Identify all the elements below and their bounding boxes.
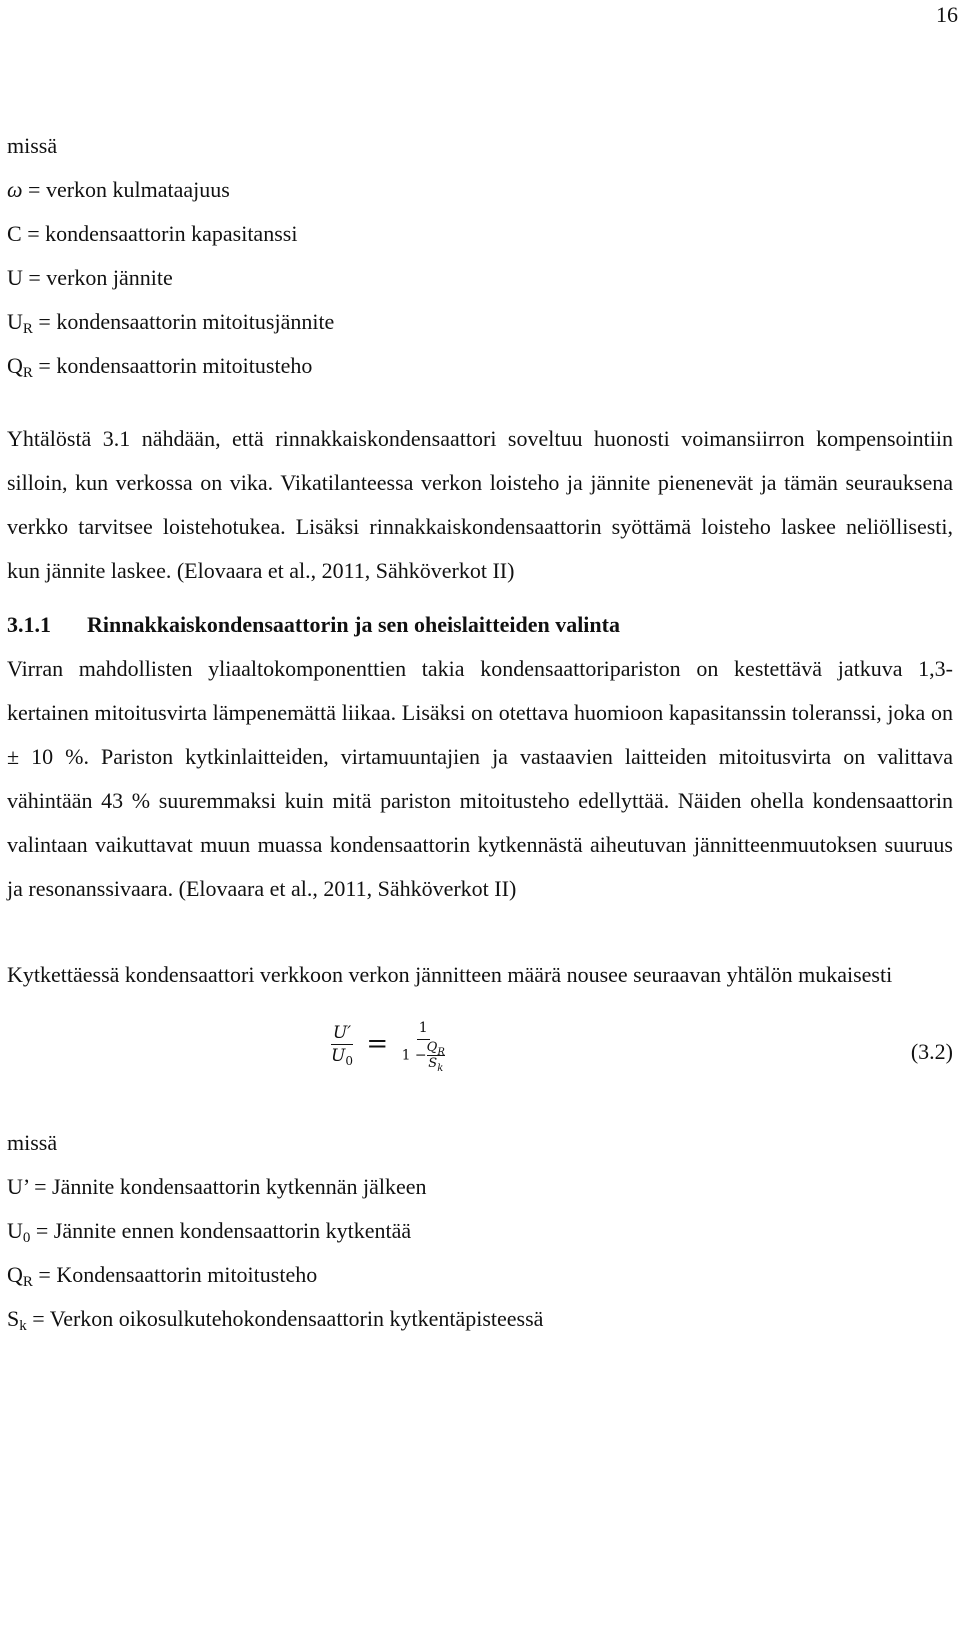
equals-sign: =	[366, 1029, 389, 1059]
definition-text: = Jännite ennen kondensaattorin kytkentää	[30, 1218, 412, 1243]
definition-text: = kondensaattorin kapasitanssi	[21, 221, 298, 246]
paragraph-1: Yhtälöstä 3.1 nähdään, että rinnakkaiskondensaattori soveltuu huonosti voimansiirron kompensointiin silloin, kun verkossa on vika. Vikatilanteessa verkon loisteho ja jännite pienenevät ja tämän seurauksena verkko tarvitsee loistehotukea. Lisäksi rinnakkaiskondensaattorin syöttämä loisteho laskee neliöllisesti, kun jännite laskee. (Elovaara et al., 2011, Sähköverkot II)	[7, 426, 953, 583]
definition-subscript: k	[19, 1318, 27, 1334]
inner-fraction: $\frac{Q_R}{S_k}$	[426, 1040, 445, 1074]
definition-symbol: U	[7, 1218, 23, 1243]
definition-symbol: S	[7, 1306, 20, 1331]
rhs-numerator: 1	[417, 1017, 430, 1040]
equation-3-2	[7, 1017, 953, 1101]
definition-symbol: ω	[7, 177, 23, 202]
definition-symbol: C	[7, 221, 22, 246]
equation-formula	[329, 1017, 447, 1074]
definition-text: = kondensaattorin mitoitusteho	[32, 353, 313, 378]
paragraph-3: Kytkettäessä kondensaattori verkkoon verkon jännitteen määrä nousee seuraavan yhtälön mukaisesti	[7, 962, 893, 987]
definition-subscript: R	[22, 1274, 33, 1290]
definitions-intro: missä	[7, 133, 58, 158]
definition-symbol: Q	[7, 353, 23, 378]
document-body	[7, 124, 953, 1341]
definition-text: = Jännite kondensaattorin kytkennän jälkeen	[28, 1174, 427, 1199]
definition-symbol: U	[7, 309, 23, 334]
definition-item	[7, 1209, 953, 1253]
equation-number: (3.2)	[910, 1039, 953, 1064]
definition-item	[7, 344, 953, 388]
definition-item	[7, 256, 953, 300]
definition-symbol: Q	[7, 1262, 23, 1287]
section-number: 3.1.1	[7, 612, 51, 637]
definition-symbol: U’	[7, 1174, 29, 1199]
lhs-numerator: U′	[332, 1022, 352, 1043]
definition-subscript: 0	[22, 1230, 31, 1246]
section-title: Rinnakkaiskondensaattorin ja sen oheislaitteiden valinta	[87, 612, 620, 637]
definition-subscript: R	[22, 321, 33, 337]
definition-item	[7, 300, 953, 344]
lhs-denominator: $U_0$	[331, 1045, 353, 1068]
definition-symbol: U	[7, 265, 23, 290]
definition-item	[7, 1297, 953, 1341]
definition-item	[7, 1253, 953, 1297]
lhs-fraction	[329, 1022, 355, 1067]
definition-text: = verkon kulmataajuus	[22, 177, 230, 202]
page-number: 16	[936, 2, 958, 27]
rhs-fraction	[400, 1017, 447, 1074]
definition-item	[7, 1165, 953, 1209]
definitions-intro: missä	[7, 1130, 58, 1155]
rhs-denominator: 1 − $\frac{Q_R}{S_k}$	[401, 1040, 445, 1074]
definition-text: = kondensaattorin mitoitusjännite	[32, 309, 335, 334]
section-heading	[7, 603, 953, 647]
definition-text: = Kondensaattorin mitoitusteho	[32, 1262, 318, 1287]
definition-item	[7, 212, 953, 256]
definition-item	[7, 168, 953, 212]
definition-text: = verkon jännite	[22, 265, 173, 290]
definition-subscript: R	[22, 365, 33, 381]
paragraph-2: Virran mahdollisten yliaaltokomponenttien takia kondensaattoripariston on kestettävä jatkuva 1,3-kertainen mitoitusvirta lämpenemättä liikaa. Lisäksi on otettava huomioon kapasitanssin toleranssi, joka on ± 10 %. Pariston kytkinlaitteiden, virtamuuntajien ja vastaavien laitteiden mitoitusvirta on valittava vähintään 43 % suuremmaksi kuin mitä pariston mitoitusteho edellyttää. Näiden ohella kondensaattorin valintaan vaikuttavat muun muassa kondensaattorin kytkennästä aiheutuvan jännitteenmuutoksen suuruus ja resonanssivaara. (Elovaara et al., 2011, Sähköverkot II)	[7, 656, 953, 901]
definition-text: = Verkon oikosulkutehokondensaattorin kytkentäpisteessä	[26, 1306, 544, 1331]
